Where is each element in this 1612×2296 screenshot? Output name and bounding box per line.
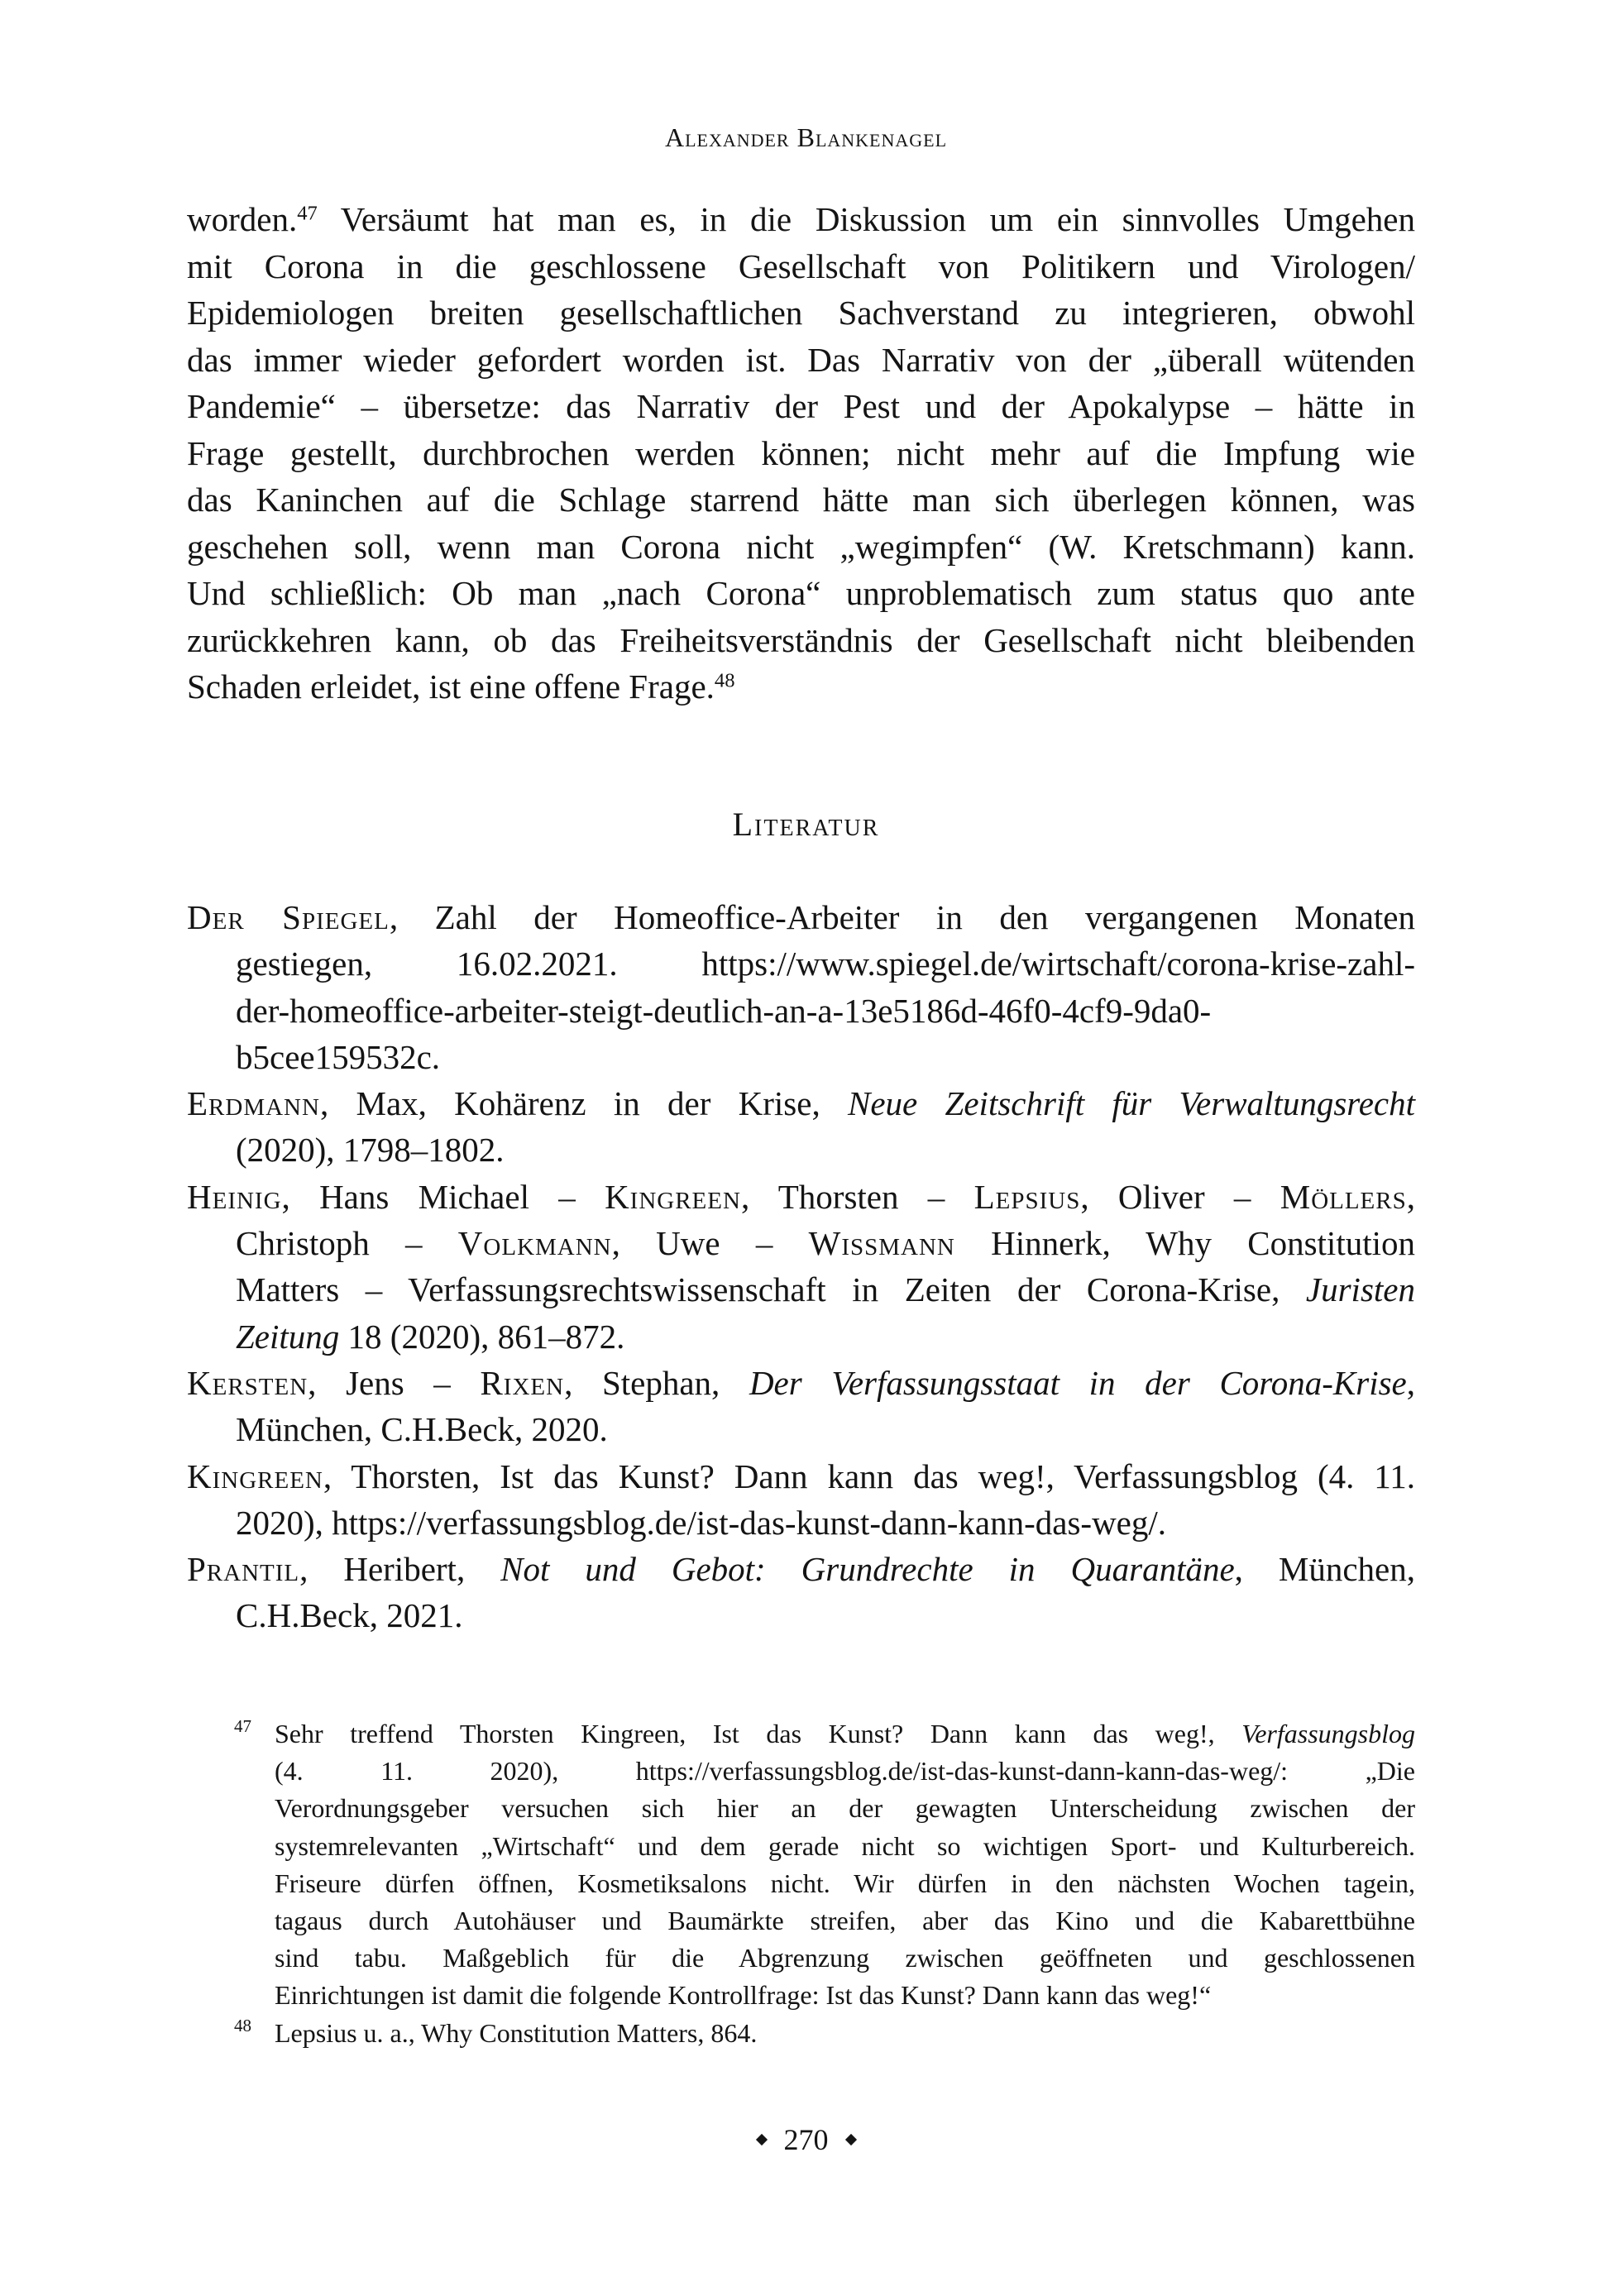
author-name: Kersten (187, 1363, 309, 1402)
text-run: , Stephan, (564, 1363, 749, 1402)
footnote-text-line (275, 1865, 1415, 1902)
text-run: das immer wieder gefordert worden ist. Das Narrativ von der „überall wütenden (187, 340, 1415, 379)
text-run: Pandemie“ – übersetze: das Narrativ der Pest und der Apokalypse – hätte in (187, 387, 1415, 425)
author-name: Lepsius (973, 1177, 1081, 1216)
bibliography-line (187, 1126, 1415, 1173)
text-run: tagaus durch Autohäuser und Baumärkte streifen, aber das Kino und die Kabarettbühne (275, 1905, 1415, 1935)
footnote-line (234, 1828, 1415, 1865)
text-run: Matters – Verfassungsrechtswissenschaft in Zeiten der Corona-Krise, (236, 1270, 1306, 1309)
bibliography-line (187, 1500, 1415, 1546)
text-run: Verordnungsgeber versuchen sich hier an der gewagten Unterscheidung zwischen der (275, 1793, 1415, 1824)
bibliography-line (187, 1592, 1415, 1638)
footnote-reference: 48 (714, 669, 735, 692)
text-run: Versäumt hat man es, in die Diskussion um ein sinnvolles Umgehen (317, 200, 1415, 238)
author-name: Rixen (480, 1363, 565, 1402)
text-run: , Heribert, (299, 1550, 501, 1589)
text-run: sind tabu. Maßgeblich für die Abgrenzung zwischen geöffneten und geschlossenen (275, 1943, 1415, 1973)
bibliography-entry-prantil (187, 1546, 1415, 1639)
bibliography-line (187, 1453, 1415, 1500)
diamond-ornament-icon (755, 2134, 767, 2145)
author-name: Kingreen (605, 1177, 741, 1216)
text-run: Der Verfassungsstaat in der Corona-Krise (749, 1363, 1407, 1402)
bibliography-line (187, 1313, 1415, 1360)
diamond-ornament-icon (844, 2134, 856, 2145)
text-run: C.H.Beck, 2021. (236, 1596, 463, 1635)
bibliography-line (187, 1174, 1415, 1220)
text-run: 2020), https://verfassungsblog.de/ist-das-kunst-dann-kann-das-weg/. (236, 1503, 1167, 1542)
author-name: Prantil (187, 1550, 300, 1589)
text-run: (4. 11. 2020), https://verfassungsblog.de/ist-das-kunst-dann-kann-das-weg/: „Die (275, 1756, 1415, 1787)
text-run: mit Corona in die geschlossene Gesellschaft von Politikern und Virologen/ (187, 246, 1415, 285)
text-run: gestiegen, 16.02.2021. https://www.spiegel.de/wirtschaft/corona-krise-zahl- (236, 945, 1415, 983)
text-run: geschehen soll, wenn man Corona nicht „wegimpfen“ (W. Kretschmann) kann. (187, 527, 1415, 566)
text-run: Epidemiologen breiten gesellschaftlichen Sachverstand zu integrieren, obwohl (187, 294, 1415, 332)
bibliography-entry-spiegel (187, 894, 1415, 1080)
author-name: Möllers (1280, 1177, 1407, 1216)
bibliography-entry-heinig (187, 1174, 1415, 1360)
footnotes (234, 1715, 1415, 2052)
bibliography-entry-kersten (187, 1360, 1415, 1453)
literature-heading: Literatur (732, 806, 880, 843)
text-run: , Thorsten – (740, 1177, 974, 1216)
text-run: , Uwe – (611, 1224, 809, 1263)
paragraph-line (187, 524, 1415, 571)
paragraph-line (187, 383, 1415, 430)
text-run: , Thorsten, Ist das Kunst? Dann kann das weg!, Verfassungsblog (4. 11. (323, 1457, 1415, 1495)
footnote-line (234, 1940, 1415, 1977)
text-run: , Oliver – (1080, 1177, 1280, 1216)
text-run: München, C.H.Beck, 2020. (236, 1410, 608, 1449)
paragraph-line (187, 476, 1415, 524)
bibliography-line (187, 940, 1415, 987)
text-run: b5cee159532c. (236, 1037, 441, 1076)
author-name: Wissmann (808, 1224, 955, 1263)
page-number-value: 270 (783, 2123, 829, 2156)
text-run: , Hans Michael – (281, 1177, 605, 1216)
bibliography-line (187, 1220, 1415, 1266)
bibliography-line (187, 1360, 1415, 1406)
text-run: Und schließlich: Ob man „nach Corona“ unproblematisch zum status quo ante (187, 574, 1415, 612)
bibliography-line (187, 1266, 1415, 1313)
text-run: , Jens – (308, 1363, 481, 1402)
footnote-line (234, 1977, 1415, 2014)
paragraph-line (187, 663, 1415, 710)
text-run: Friseure dürfen öffnen, Kosmetiksalons nicht. Wir dürfen in den nächsten Wochen tagein, (275, 1868, 1415, 1898)
text-run: Zeitung (236, 1317, 340, 1356)
text-run: , Zahl der Homeoffice-Arbeiter in den vergangenen Monaten (389, 898, 1415, 936)
footnote-text-line (275, 2015, 1415, 2052)
footnote-47 (234, 1715, 1415, 2015)
author-name: Heinig (187, 1177, 282, 1216)
text-run: zurückkehren kann, ob das Freiheitsverständnis der Gesellschaft nicht bleibenden (187, 620, 1415, 659)
paragraph-line (187, 196, 1415, 243)
text-run: Christoph – (236, 1224, 458, 1263)
text-run: Juristen (1305, 1270, 1415, 1309)
footnote-line (234, 1902, 1415, 1940)
footnote-line (234, 1790, 1415, 1827)
text-run: Sehr treffend Thorsten Kingreen, Ist das Kunst? Dann kann das weg!, (275, 1719, 1242, 1748)
text-run: , (1406, 1363, 1415, 1402)
bibliography-list (187, 894, 1415, 1639)
bibliography-line (187, 894, 1415, 940)
text-run: (2020), 1798–1802. (236, 1131, 505, 1170)
paragraph-line (187, 430, 1415, 477)
footnote-line (234, 2015, 1415, 2052)
text-run: Neue Zeitschrift für Verwaltungsrecht (848, 1084, 1415, 1123)
text-run: , Max, Kohärenz in der Krise, (319, 1084, 849, 1123)
text-run: Lepsius u. a., Why Constitution Matters, 864. (275, 2017, 758, 2048)
text-run: Verfassungsblog (1241, 1719, 1415, 1748)
text-run: Frage gestellt, durchbrochen werden können; nicht mehr auf die Impfung wie (187, 433, 1415, 472)
footnote-number: 47 (234, 1716, 251, 1736)
footnote-text-line (275, 1977, 1415, 2014)
text-run: der-homeoffice-arbeiter-steigt-deutlich-an-a-13e5186d-46f0-4cf9-9da0- (236, 991, 1212, 1030)
footnote-line (234, 1753, 1415, 1790)
text-run: Schaden erleidet, ist eine offene Frage. (187, 667, 715, 706)
page-number (0, 2119, 1612, 2160)
bibliography-entry-erdmann (187, 1080, 1415, 1174)
bibliography-line (187, 988, 1415, 1034)
footnote-text-line (275, 1715, 1415, 1753)
bibliography-entry-kingreen (187, 1453, 1415, 1547)
author-name: Kingreen (187, 1457, 323, 1495)
footnote-text-line (275, 1828, 1415, 1865)
paragraph-line (187, 570, 1415, 617)
text-run: systemrelevanten „Wirtschaft“ und dem gerade nicht so wichtigen Sport- und Kulturbereich. (275, 1830, 1415, 1861)
bibliography-line (187, 1080, 1415, 1126)
text-run: Hinnerk, Why Constitution (954, 1224, 1415, 1263)
author-name: Volkmann (457, 1224, 612, 1263)
text-run: das Kaninchen auf die Schlage starrend hätte man sich überlegen können, was (187, 481, 1415, 519)
text-run: Not und Gebot: Grundrechte in Quarantäne (500, 1550, 1235, 1589)
paragraph-line (187, 617, 1415, 664)
text-run: worden. (187, 200, 298, 238)
text-run: , München, (1234, 1550, 1415, 1589)
text-run: 18 (2020), 861–872. (339, 1317, 625, 1356)
bibliography-line (187, 1406, 1415, 1452)
body-paragraph (187, 196, 1415, 710)
footnote-text-line (275, 1753, 1415, 1790)
footnote-text-line (275, 1940, 1415, 1977)
text-run: , (1406, 1177, 1415, 1216)
bibliography-line (187, 1546, 1415, 1592)
running-head-author: Alexander Blankenagel (664, 122, 948, 152)
paragraph-line (187, 289, 1415, 337)
footnote-text-line (275, 1902, 1415, 1940)
footnote-number: 48 (234, 2015, 251, 2035)
footnote-text-line (275, 1790, 1415, 1827)
text-run: Einrichtungen ist damit die folgende Kontrollfrage: Ist das Kunst? Dann kann das weg!“ (275, 1980, 1212, 2011)
author-name: Erdmann (187, 1084, 320, 1123)
paragraph-line (187, 243, 1415, 290)
bibliography-line (187, 1034, 1415, 1080)
footnote-line (234, 1715, 1415, 1753)
footnote-line (234, 1865, 1415, 1902)
paragraph-line (187, 337, 1415, 384)
footnote-reference: 47 (297, 202, 318, 225)
author-name: Der Spiegel (187, 898, 390, 936)
footnote-48 (234, 2015, 1415, 2052)
